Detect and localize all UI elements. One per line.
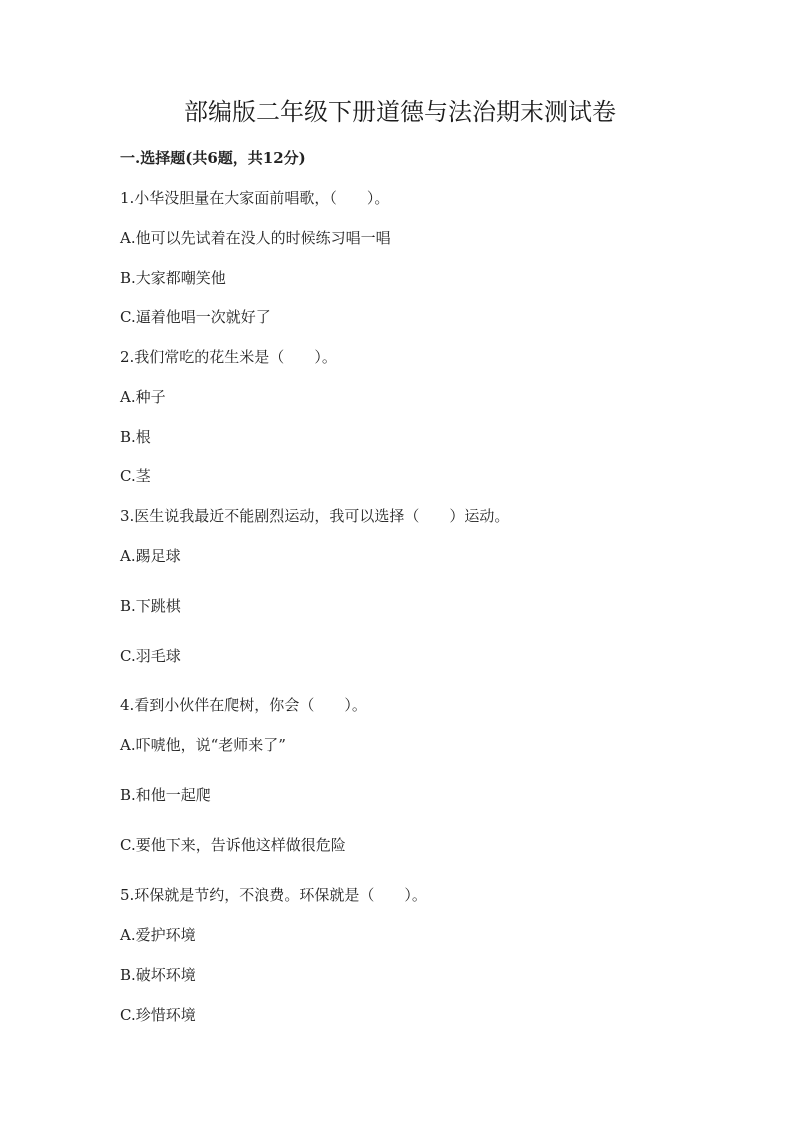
question-2-option-b: B.根 bbox=[120, 428, 151, 446]
question-5-stem: 5.环保就是节约，不浪费。环保就是（ ）。 bbox=[120, 886, 427, 904]
question-5-option-a: A.爱护环境 bbox=[120, 926, 196, 944]
question-1-stem: 1.小华没胆量在大家面前唱歌，（ ）。 bbox=[120, 189, 390, 207]
question-4-option-c: C.要他下来，告诉他这样做很危险 bbox=[120, 836, 346, 854]
question-3-option-a: A.踢足球 bbox=[120, 547, 181, 565]
question-4-option-b: B.和他一起爬 bbox=[120, 786, 211, 804]
question-2-option-c: C.茎 bbox=[120, 467, 151, 485]
section-heading: 一.选择题(共6题，共12分) bbox=[120, 149, 306, 167]
question-2-stem: 2.我们常吃的花生米是（ ）。 bbox=[120, 348, 337, 366]
question-2-option-a: A.种子 bbox=[120, 388, 166, 406]
question-1-option-a: A.他可以先试着在没人的时候练习唱一唱 bbox=[120, 229, 391, 247]
question-5-option-c: C.珍惜环境 bbox=[120, 1006, 196, 1024]
page-title: 部编版二年级下册道德与法治期末测试卷 bbox=[184, 98, 616, 126]
question-1-option-b: B.大家都嘲笑他 bbox=[120, 269, 226, 287]
question-5-option-b: B.破坏环境 bbox=[120, 966, 196, 984]
question-1-option-c: C.逼着他唱一次就好了 bbox=[120, 308, 271, 326]
question-4-stem: 4.看到小伙伴在爬树，你会（ ）。 bbox=[120, 696, 367, 714]
question-4-option-a: A.吓唬他，说“老师来了” bbox=[120, 736, 286, 754]
question-3-option-c: C.羽毛球 bbox=[120, 647, 181, 665]
question-3-stem: 3.医生说我最近不能剧烈运动，我可以选择（ ）运动。 bbox=[120, 507, 510, 525]
question-3-option-b: B.下跳棋 bbox=[120, 597, 181, 615]
